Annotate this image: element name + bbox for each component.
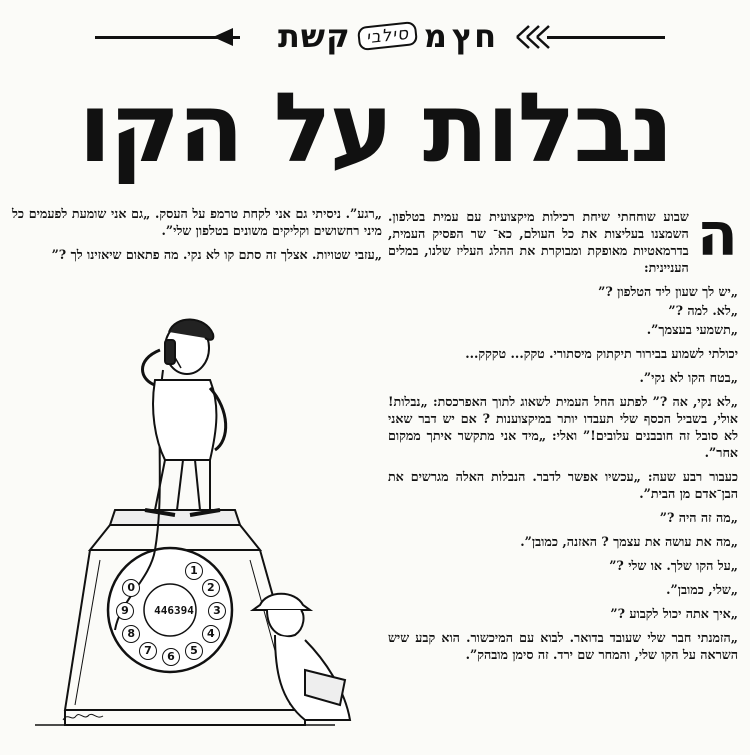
arrowhead-icon [213,28,233,46]
article-left-column [12,205,382,270]
dial-digit: 9 [116,602,134,620]
drop-cap: ה [696,200,738,270]
column-name [245,14,530,58]
paragraph: „עזבי שטויות. אצלך זה סתם קו לא נקי. מה פתאום שיאזינו לך ?” [51,247,382,262]
telephone-cartoon-illustration [5,310,375,750]
dial-digit: 5 [185,642,203,660]
left-column-paragraphs [12,205,382,263]
article-headline: נבלות על הקו [78,71,672,184]
dial-digit: 0 [122,579,140,597]
paragraph: „לא. למה ?” [668,303,738,318]
paragraph: „איך אתה יכול לקבוע ?” [610,606,738,621]
paragraph: „בטח הקו לא נקי”. [639,370,738,385]
dial-digit: 3 [208,602,226,620]
man-figure [143,319,226,515]
artist-signature [62,712,104,724]
paragraph: „תשמעי בעצמך”. [646,322,738,337]
paragraph: „מה את עושה את עצמך ? האזנה, כמובן”. [520,534,738,549]
dial-digit: 1 [185,562,203,580]
paragraph: „מה זה היה ?” [659,510,738,525]
column-name-part1: חץ [451,17,498,55]
dial-digit: 8 [122,625,140,643]
paragraph: יכולתי לשמוע בבירור תיקתוק מיסתורי. טקק... טקקק... [465,346,738,361]
paragraph: „רגע”. ניסיתי גם אני לקחת טרמפ על העסק. „גם אני שומעת לפעמים כל מיני רחשושים וקליקים משונים בטלפון שלי”. [12,206,382,238]
paragraph: „יש לך שעון ליד הטלפון ?” [598,284,738,299]
paragraph: „שלי, כמובן”. [666,582,738,597]
paragraph: „הזמנתי חבר שלי שעובד בדואר. לבוא עם המיכשור. הוא קבע שיש השראה על הקו שלי, והמחר שם ירד. זה סימן מובהק”. [388,630,738,662]
column-masthead [95,14,665,58]
hidden-detective-figure [253,594,350,720]
paragraph: שבוע שוחחתי שיחת רכילות מיקצועית עם עמית בטלפון. השמצנו בעליצות את כל העולם, כא־ שר הפסיק העמית, בדרמאטיות מאופקת ומבוקרת את ההלג העליז שלנו, במלים העניינית: [388,209,689,275]
paragraph: כעבור רבע שעה: „עכשיו אפשר לדבר. הנבלות האלה מגרשים את הבן־אדם מן הבית”. [388,469,738,501]
dial-center-number: 446394 [154,604,194,617]
paragraph: „על הקו שלך. או שלי ?” [609,558,738,573]
author-tag: סילבי [357,21,418,51]
column-name-part2: מ [423,17,448,55]
arrow-shaft-right [547,36,665,39]
dial-digit: 2 [202,579,220,597]
right-column-paragraphs [388,200,738,663]
dial-digit: 7 [139,642,157,660]
paragraph: „לא נקי, אה ?” לפתע החל העמית לשאוג לתוך האפרכסת: „נבלות! אולי, בשביל הכסף שלי תעבדו יותר במיקצוענות ? אם יש דבר שאני לא סובל זה חובבנים עלובים!” ואלי: „מיד אני מתקשר איתך ממקום אחר”. [388,394,738,460]
dial-digit: 6 [162,648,180,666]
column-name-part3: קשת [277,17,351,55]
dial-digit: 4 [202,625,220,643]
article-right-column [388,200,738,748]
